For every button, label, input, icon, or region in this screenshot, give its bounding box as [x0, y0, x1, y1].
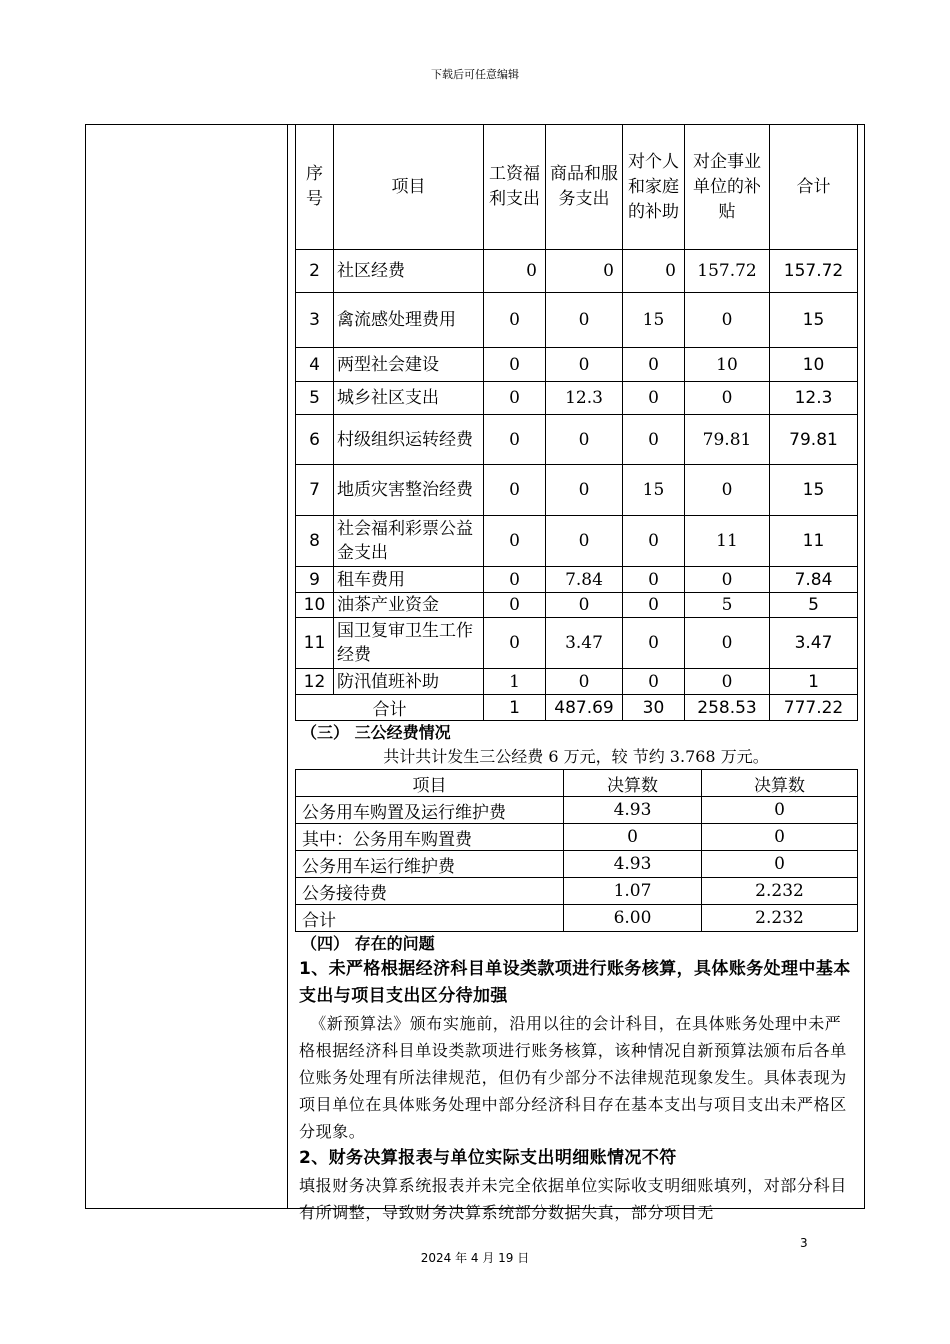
- cell-enterprise: 5: [685, 593, 770, 618]
- header-cell: 序号: [296, 125, 334, 250]
- cell-personal: 0: [623, 593, 685, 618]
- section4-title: （四） 存在的问题: [301, 934, 435, 953]
- header-cell: 对企事业单位的补贴: [685, 125, 770, 250]
- cell-wage: 0: [484, 293, 546, 348]
- cell-goods: 0: [546, 415, 623, 465]
- row-item: 村级组织运转经费: [334, 415, 484, 465]
- cell-value-a: 4.93: [564, 797, 702, 824]
- table-row: [296, 618, 858, 669]
- cell-value-a: 6.00: [564, 905, 702, 932]
- cell-goods: 0: [546, 348, 623, 382]
- row-item: 社区经费: [334, 250, 484, 293]
- cell-value-a: 1.07: [564, 878, 702, 905]
- row-number: 4: [296, 348, 334, 382]
- header-cell: 商品和服务支出: [546, 125, 623, 250]
- table-row: [296, 415, 858, 465]
- cell-personal: 0: [623, 415, 685, 465]
- cell-enterprise: 10: [685, 348, 770, 382]
- row-item: 防汛值班补助: [334, 669, 484, 695]
- header-cell: 合计: [770, 125, 858, 250]
- row-item: 公务接待费: [296, 878, 564, 905]
- header-cell: 项目: [296, 770, 564, 797]
- header-cell: 项目: [334, 125, 484, 250]
- cell-personal: 0: [623, 516, 685, 567]
- column-divider: [287, 125, 288, 1208]
- table-header-row: [296, 770, 858, 797]
- cell-value-a: 0: [564, 824, 702, 851]
- table-row: [296, 250, 858, 293]
- row-number: 3: [296, 293, 334, 348]
- sum-personal: 30: [623, 695, 685, 721]
- cell-enterprise: 0: [685, 669, 770, 695]
- three-public-expenses-table: [295, 769, 858, 932]
- cell-enterprise: 79.81: [685, 415, 770, 465]
- row-number: 8: [296, 516, 334, 567]
- issue1-title: 1、未严格根据经济科目单设类款项进行账务核算，具体账务处理中基本支出与项目支出区分待加强: [299, 959, 851, 1006]
- table-row: [296, 593, 858, 618]
- cell-enterprise: 0: [685, 293, 770, 348]
- cell-enterprise: 0: [685, 567, 770, 593]
- header-cell: 工资福利支出: [484, 125, 546, 250]
- sum-wage: 1: [484, 695, 546, 721]
- cell-value-b: 2.232: [702, 905, 858, 932]
- cell-value-b: 0: [702, 851, 858, 878]
- cell-total: 1: [770, 669, 858, 695]
- row-number: 9: [296, 567, 334, 593]
- section3-summary: 共计共计发生三公经费 6 万元，较 节约 3.768 万元。: [383, 747, 769, 766]
- cell-wage: 0: [484, 250, 546, 293]
- cell-personal: 0: [623, 567, 685, 593]
- table-row: [296, 382, 858, 415]
- cell-enterprise: 0: [685, 382, 770, 415]
- cell-goods: 0: [546, 293, 623, 348]
- cell-goods: 3.47: [546, 618, 623, 669]
- cell-personal: 0: [623, 669, 685, 695]
- header-cell: 决算数: [702, 770, 858, 797]
- sum-total: 777.22: [770, 695, 858, 721]
- cell-goods: 7.84: [546, 567, 623, 593]
- cell-total: 3.47: [770, 618, 858, 669]
- cell-wage: 0: [484, 465, 546, 516]
- cell-personal: 15: [623, 465, 685, 516]
- expenditure-table: [295, 124, 858, 721]
- table-row: [296, 824, 858, 851]
- cell-goods: 0: [546, 669, 623, 695]
- cell-wage: 0: [484, 516, 546, 567]
- header-cell: 对个人和家庭的补助: [623, 125, 685, 250]
- cell-total: 12.3: [770, 382, 858, 415]
- header-note: 下载后可任意编辑: [431, 68, 519, 81]
- cell-personal: 0: [623, 618, 685, 669]
- header-cell: 决算数: [564, 770, 702, 797]
- cell-wage: 0: [484, 567, 546, 593]
- cell-total: 10: [770, 348, 858, 382]
- table-header-row: [296, 125, 858, 250]
- cell-enterprise: 157.72: [685, 250, 770, 293]
- cell-total: 157.72: [770, 250, 858, 293]
- cell-personal: 0: [623, 348, 685, 382]
- cell-enterprise: 0: [685, 618, 770, 669]
- table-row: [296, 878, 858, 905]
- cell-enterprise: 0: [685, 465, 770, 516]
- cell-total: 11: [770, 516, 858, 567]
- cell-wage: 0: [484, 348, 546, 382]
- cell-personal: 0: [623, 250, 685, 293]
- row-number: 5: [296, 382, 334, 415]
- table-sum-row: [296, 695, 858, 721]
- table-row: [296, 348, 858, 382]
- cell-total: 7.84: [770, 567, 858, 593]
- row-number: 10: [296, 593, 334, 618]
- row-number: 6: [296, 415, 334, 465]
- cell-wage: 1: [484, 669, 546, 695]
- cell-total: 5: [770, 593, 858, 618]
- cell-total: 79.81: [770, 415, 858, 465]
- row-item: 禽流感处理费用: [334, 293, 484, 348]
- sum-goods: 487.69: [546, 695, 623, 721]
- cell-value-b: 0: [702, 797, 858, 824]
- row-number: 11: [296, 618, 334, 669]
- cell-wage: 0: [484, 618, 546, 669]
- table-row: [296, 567, 858, 593]
- row-number: 2: [296, 250, 334, 293]
- row-item: 其中：公务用车购置费: [296, 824, 564, 851]
- row-item: 城乡社区支出: [334, 382, 484, 415]
- cell-value-b: 2.232: [702, 878, 858, 905]
- row-item: 国卫复审卫生工作经费: [334, 618, 484, 669]
- cell-goods: 0: [546, 516, 623, 567]
- footer-date: 2024 年 4 月 19 日: [420, 1251, 530, 1265]
- content-column: [295, 124, 857, 1226]
- cell-total: 15: [770, 465, 858, 516]
- cell-value-a: 4.93: [564, 851, 702, 878]
- cell-goods: 0: [546, 250, 623, 293]
- cell-goods: 0: [546, 593, 623, 618]
- row-item: 两型社会建设: [334, 348, 484, 382]
- table-row: [296, 293, 858, 348]
- cell-wage: 0: [484, 382, 546, 415]
- table-row: [296, 669, 858, 695]
- cell-enterprise: 11: [685, 516, 770, 567]
- cell-wage: 0: [484, 415, 546, 465]
- row-item: 公务用车运行维护费: [296, 851, 564, 878]
- row-item: 油茶产业资金: [334, 593, 484, 618]
- row-item: 公务用车购置及运行维护费: [296, 797, 564, 824]
- cell-value-b: 0: [702, 824, 858, 851]
- cell-personal: 15: [623, 293, 685, 348]
- row-number: 12: [296, 669, 334, 695]
- cell-personal: 0: [623, 382, 685, 415]
- row-item: 社会福利彩票公益金支出: [334, 516, 484, 567]
- table-row: [296, 905, 858, 932]
- sum-label: 合计: [296, 695, 484, 721]
- sum-enterprise: 258.53: [685, 695, 770, 721]
- issue2-body: 填报财务决算系统报表并未完全依据单位实际收支明细账填列，对部分科目有所调整，导致财务决算系统部分数据失真，部分项目无: [299, 1176, 847, 1222]
- cell-wage: 0: [484, 593, 546, 618]
- issue1-body: 《新预算法》颁布实施前，沿用以往的会计科目，在具体账务处理中未严格根据经济科目单设类款项进行账务核算，该种情况自新预算法颁布后各单位账务处理有所法律规范，但仍有少部分不法律规范现象发生。具体表现为项目单位在具体账务处理中部分经济科目存在基本支出与项目支出未严格区分现象。: [299, 1014, 847, 1141]
- cell-goods: 0: [546, 465, 623, 516]
- row-item: 地质灾害整治经费: [334, 465, 484, 516]
- table-row: [296, 797, 858, 824]
- table-row: [296, 465, 858, 516]
- table-row: [296, 516, 858, 567]
- row-item: 租车费用: [334, 567, 484, 593]
- page-number: 3: [800, 1236, 808, 1250]
- cell-total: 15: [770, 293, 858, 348]
- table-row: [296, 851, 858, 878]
- section3-title: （三） 三公经费情况: [301, 723, 451, 742]
- row-item: 合计: [296, 905, 564, 932]
- issue2-title: 2、财务决算报表与单位实际支出明细账情况不符: [299, 1148, 677, 1168]
- row-number: 7: [296, 465, 334, 516]
- cell-goods: 12.3: [546, 382, 623, 415]
